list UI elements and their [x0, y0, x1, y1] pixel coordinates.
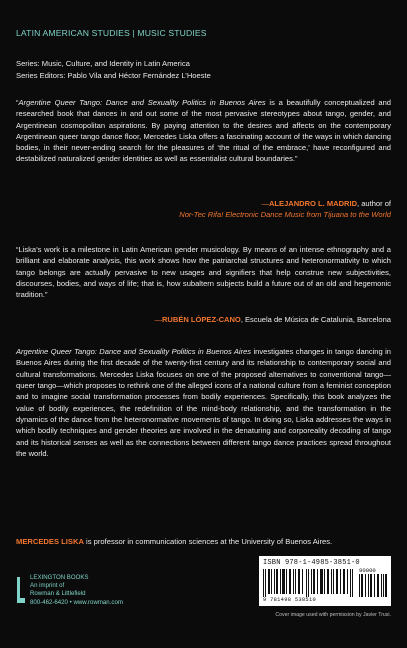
series-name: Series: Music, Culture, and Identity in Latin America: [16, 59, 190, 68]
series-info: [16, 58, 211, 82]
series-editors: Series Editors: Pablo Vila and Héctor Fernández L’Hoeste: [16, 71, 211, 80]
isbn-barcode: [259, 556, 391, 606]
endorsement-text-1: is a beautifully conceptualized and researched book that dances in and out some of the most pervasive stereotypes about tango, gender, and Argentinean cosmopolitan aspirations. By paying attention to the desires and affects on the contemporary Argentinean queer tango dance floor, Mercedes Liska offers a fascinating account of the ways in which dancing bodies, in their never-ending search for the pleasures of ‘the ritual of the embrace,’ have reconfigured and destabilized naturalized gender identities as well as essentialist cultural boundaries.”: [16, 98, 391, 164]
endorser-name-1: ALEJANDRO L. MADRID: [268, 199, 358, 208]
lexington-logo-icon: [16, 576, 26, 604]
barcode-bars: [263, 569, 353, 597]
endorsement-quote-1: [16, 97, 391, 165]
barcode-digits: 9 781498 538510: [263, 597, 317, 603]
isbn-text: ISBN 978-1-4985-3851-0: [263, 559, 360, 567]
publisher-name: LEXINGTON BOOKS: [30, 574, 89, 581]
publisher-parent: Rowman & Littlefield: [30, 590, 86, 598]
description-book-title: Argentine Queer Tango: Dance and Sexuality Politics in Buenos Aires: [16, 347, 252, 356]
publisher-info: [30, 574, 123, 607]
book-description: [16, 346, 391, 459]
endorsement-attribution-1: —ALEJANDRO L. MADRID, author of Nor-Tec Rifa! Electronic Dance Music from Tijuana to the World: [179, 199, 391, 220]
endorser-affiliation-2: , Escuela de Música de Catalunia, Barcelona: [240, 315, 391, 324]
quoted-book-title: Argentine Queer Tango: Dance and Sexuality Politics in Buenos Aires: [18, 98, 266, 107]
description-text: investigates changes in tango dancing in Buenos Aires during the first decade of the twenty-first century and its relationship to contemporary social and cultural transformations. Mercedes Liska focuses on one of the proposed alternatives to conventional tango—queer tango—which proposes to rethink one of the alleged icons of a national culture from a feminist conception and to imagine social transformation processes from bodily experiences. Specifically, this book analyzes the value of bodily experiences, the redefinition of the mind-body relationship, and the transformation in the dynamics of the dance from the heteronormative movements of tango. In doing so, Liska addresses the ways in which bodily techniques and gender theories are involved in the denaturing and corporeality decoding of tango and its historical senses as well as the connections between different tango dance practices spread throughout the world.: [16, 347, 391, 459]
endorser-book-title: Nor-Tec Rifa! Electronic Dance Music from Tijuana to the World: [179, 210, 391, 220]
publisher-contact: 800-462-6420 • www.rowman.com: [30, 598, 123, 606]
cover-image-credit: Cover image used with permission by Javier Trusi.: [275, 612, 391, 618]
endorser-role-1: , author of: [357, 199, 391, 208]
price-barcode-bars: [359, 574, 387, 597]
endorser-name-2: RUBÉN LÓPEZ-CANO: [161, 315, 241, 324]
endorsement-attribution-2: —RUBÉN LÓPEZ-CANO, Escuela de Música de Catalunia, Barcelona: [154, 315, 391, 324]
subject-categories: LATIN AMERICAN STUDIES | MUSIC STUDIES: [16, 28, 207, 38]
endorsement-quote-2: “Liska’s work is a milestone in Latin American gender musicology. By means of an intense ethnography and a brilliant and elaborate analysis, this work shows how the patriarchal structures and heteronormativity to which tango belongs are actually pervasive to new usages and signifiers that help construe new subjectivities, discourses, bodies, and ways of life; that is, how subaltern subjects build a future out of an old and hegemonic tradition.”: [16, 245, 391, 300]
author-bio-text: is professor in communication sciences at the University of Buenos Aires.: [83, 537, 333, 546]
price-code: 90000: [359, 567, 376, 574]
author-bio: [16, 537, 332, 546]
open-quote-mark: “: [16, 98, 19, 107]
author-name: MERCEDES LISKA: [16, 537, 84, 546]
publisher-imprint-label: An imprint of: [30, 582, 65, 590]
